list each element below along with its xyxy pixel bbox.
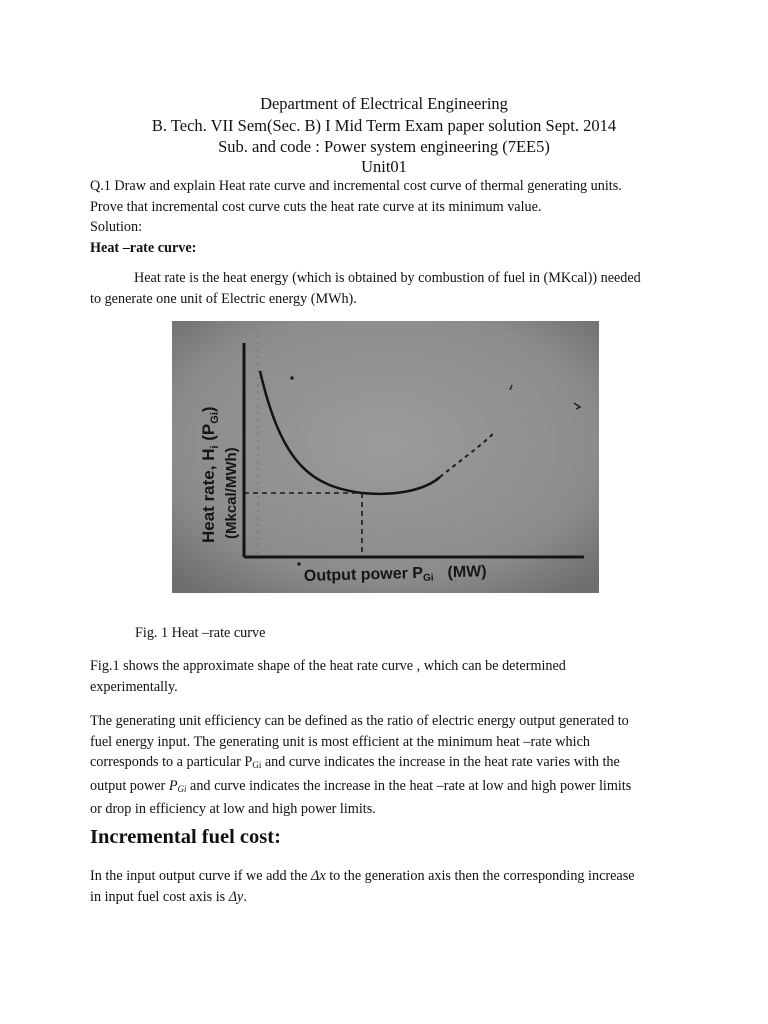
eff-line-4: [90, 776, 690, 800]
incr-line-2-b: .: [243, 888, 247, 905]
question-block: [90, 176, 690, 258]
eff-line-4-b: and curve indicates the increase in the heat –rate at low and high power limits: [186, 777, 632, 794]
eff-line-4-a: output power: [90, 777, 169, 794]
fig-desc-line-2: experimentally.: [90, 678, 178, 695]
heat-rate-graph: [172, 321, 599, 593]
heat-rate-definition: [90, 268, 690, 309]
efficiency-paragraph: [90, 711, 690, 820]
incr-line-2: [90, 887, 690, 908]
eff-line-1: The generating unit efficiency can be defined as the ratio of electric energy output generated to: [90, 713, 629, 729]
speck: [290, 376, 294, 380]
incr-line-1-b: to the generation axis then the corresponding increase: [325, 868, 635, 884]
subject-title: Sub. and code : Power system engineering (7EE5): [218, 137, 550, 156]
y-label-sub-i: i: [209, 445, 221, 449]
question-line-1: Q.1 Draw and explain Heat rate curve and incremental cost curve of thermal generating units.: [90, 178, 622, 194]
exam-title: B. Tech. VII Sem(Sec. B) I Mid Term Exam paper solution Sept. 2014: [151, 116, 617, 135]
incremental-heading: Incremental fuel cost:: [90, 826, 281, 848]
y-axis-units: [223, 447, 240, 539]
x-label-sub: Gi: [422, 572, 434, 584]
eff-line-4-p: P: [168, 777, 178, 794]
incr-line-1-a: In the input output curve if we add the: [90, 868, 312, 884]
x-label-units: (MW): [447, 563, 487, 582]
y-label-close: ): [199, 406, 218, 413]
fig-desc-line-1: Fig.1 shows the approximate shape of the heat rate curve , which can be determined: [90, 658, 566, 674]
heat-rate-heading: Heat –rate curve:: [90, 239, 197, 256]
incremental-paragraph: [90, 866, 690, 907]
eff-line-3-b: and curve indicates the increase in the heat rate varies with the: [261, 754, 620, 770]
eff-line-3-a: corresponds to a particular P: [90, 754, 253, 770]
y-axis-label: [199, 406, 221, 543]
department-title: Department of Electrical Engineering: [260, 94, 508, 113]
incr-line-2-a: in input fuel cost axis is: [90, 888, 229, 905]
x-label-text: Output power P: [303, 564, 424, 585]
solution-label: Solution:: [90, 219, 143, 235]
y-label-text: Heat rate, H: [199, 448, 218, 543]
figure-caption: Fig. 1 Heat –rate curve: [135, 625, 266, 641]
speck: [297, 562, 301, 566]
delta-y: Δy: [228, 888, 244, 905]
y-label-sub-gi: Gi: [209, 412, 221, 424]
svg-text:Heat rate, Hi (PGi): [199, 406, 221, 543]
eff-line-5: or drop in efficiency at low and high power limits.: [90, 801, 376, 817]
incr-line-1: [90, 866, 690, 887]
definition-line-2: to generate one unit of Electric energy (MWh).: [90, 290, 357, 307]
eff-line-3: [90, 752, 690, 776]
delta-x: Δx: [311, 868, 326, 884]
eff-line-4-sub: Gi: [177, 783, 187, 794]
eff-line-2: fuel energy input. The generating unit is most efficient at the minimum heat –rate which: [90, 733, 590, 750]
y-units-text: (Mkcal/MWh): [223, 447, 240, 539]
y-label-paren: (P: [199, 423, 218, 446]
heat-rate-figure: [172, 321, 599, 593]
figure-description: [90, 656, 690, 697]
definition-line-1: Heat rate is the heat energy (which is obtained by combustion of fuel in (MKcal)) needed: [134, 270, 641, 286]
eff-line-3-sub: Gi: [252, 760, 262, 770]
question-line-2: Prove that incremental cost curve cuts the heat rate curve at its minimum value.: [90, 198, 542, 215]
unit-title: Unit01: [361, 157, 407, 176]
